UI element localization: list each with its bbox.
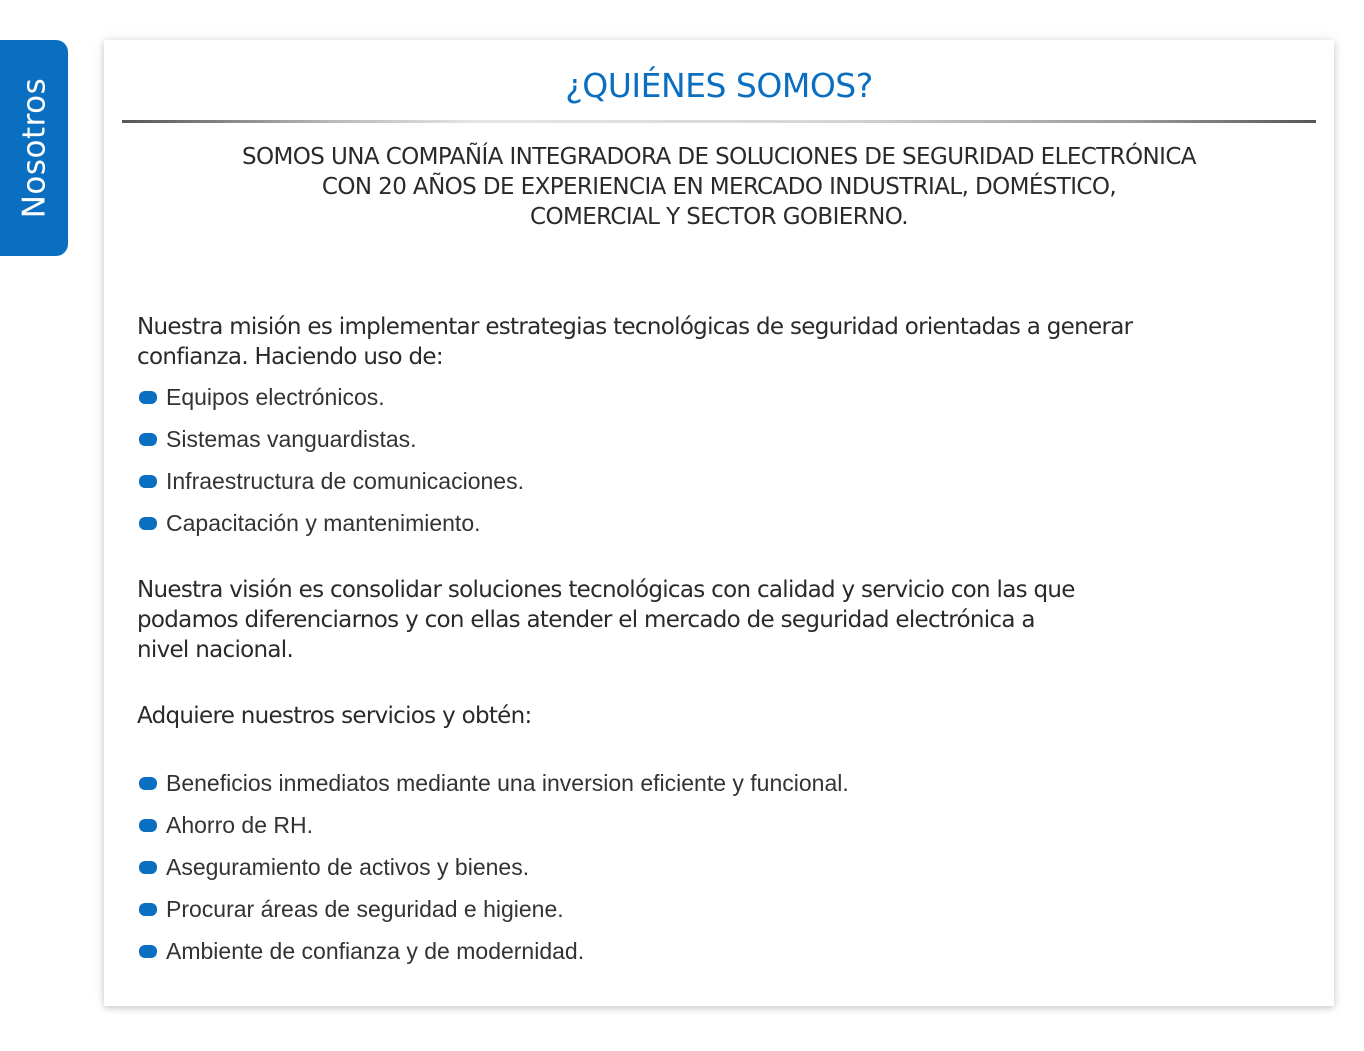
intro-line: COMERCIAL Y SECTOR GOBIERNO. xyxy=(530,204,908,230)
bullet-icon xyxy=(139,475,157,488)
benefits-list xyxy=(139,762,849,972)
vision-line: podamos diferenciarnos y con ellas atender el mercado de seguridad electrónica a xyxy=(137,607,1035,633)
list-item xyxy=(139,888,849,930)
list-item-label: Sistemas vanguardistas. xyxy=(166,425,417,452)
benefits-heading: Adquiere nuestros servicios y obtén: xyxy=(137,703,532,729)
list-item-label: Procurar áreas de seguridad e higiene. xyxy=(166,895,564,922)
list-item xyxy=(139,502,524,544)
list-item-label: Infraestructura de comunicaciones. xyxy=(166,467,524,494)
mission-paragraph xyxy=(137,312,1132,372)
vision-line: Nuestra visión es consolidar soluciones tecnológicas con calidad y servicio con las que xyxy=(137,577,1075,603)
list-item-label: Beneficios inmediatos mediante una inversion eficiente y funcional. xyxy=(166,769,849,796)
mission-list xyxy=(139,376,524,544)
list-item xyxy=(139,804,849,846)
intro-line: CON 20 AÑOS DE EXPERIENCIA EN MERCADO INDUSTRIAL, DOMÉSTICO, xyxy=(321,174,1117,200)
list-item-label: Equipos electrónicos. xyxy=(166,383,385,410)
bullet-icon xyxy=(139,903,157,916)
mission-line: Nuestra misión es implementar estrategias tecnológicas de seguridad orientadas a generar xyxy=(137,314,1133,340)
list-item xyxy=(139,418,524,460)
vision-line: nivel nacional. xyxy=(137,637,294,663)
side-tab-nosotros[interactable] xyxy=(0,40,68,256)
list-item-label: Capacitación y mantenimiento. xyxy=(166,509,481,536)
bullet-icon xyxy=(139,777,157,790)
intro-statement xyxy=(124,142,1314,232)
intro-line: SOMOS UNA COMPAÑÍA INTEGRADORA DE SOLUCIONES DE SEGURIDAD ELECTRÓNICA xyxy=(242,144,1196,170)
list-item xyxy=(139,460,524,502)
title-divider xyxy=(122,120,1316,123)
bullet-icon xyxy=(139,861,157,874)
list-item xyxy=(139,846,849,888)
vision-paragraph xyxy=(137,575,1075,665)
page-title: ¿QUIÉNES SOMOS? xyxy=(565,66,873,105)
bullet-icon xyxy=(139,391,157,404)
bullet-icon xyxy=(139,945,157,958)
list-item xyxy=(139,762,849,804)
list-item-label: Ahorro de RH. xyxy=(166,811,314,838)
bullet-icon xyxy=(139,819,157,832)
content-card xyxy=(104,40,1334,1006)
list-item-label: Ambiente de confianza y de modernidad. xyxy=(166,937,585,964)
list-item xyxy=(139,376,524,418)
bullet-icon xyxy=(139,433,157,446)
side-tab-label: Nosotros xyxy=(16,77,53,219)
bullet-icon xyxy=(139,517,157,530)
list-item xyxy=(139,930,849,972)
mission-line: confianza. Haciendo uso de: xyxy=(137,344,443,370)
list-item-label: Aseguramiento de activos y bienes. xyxy=(166,853,530,880)
